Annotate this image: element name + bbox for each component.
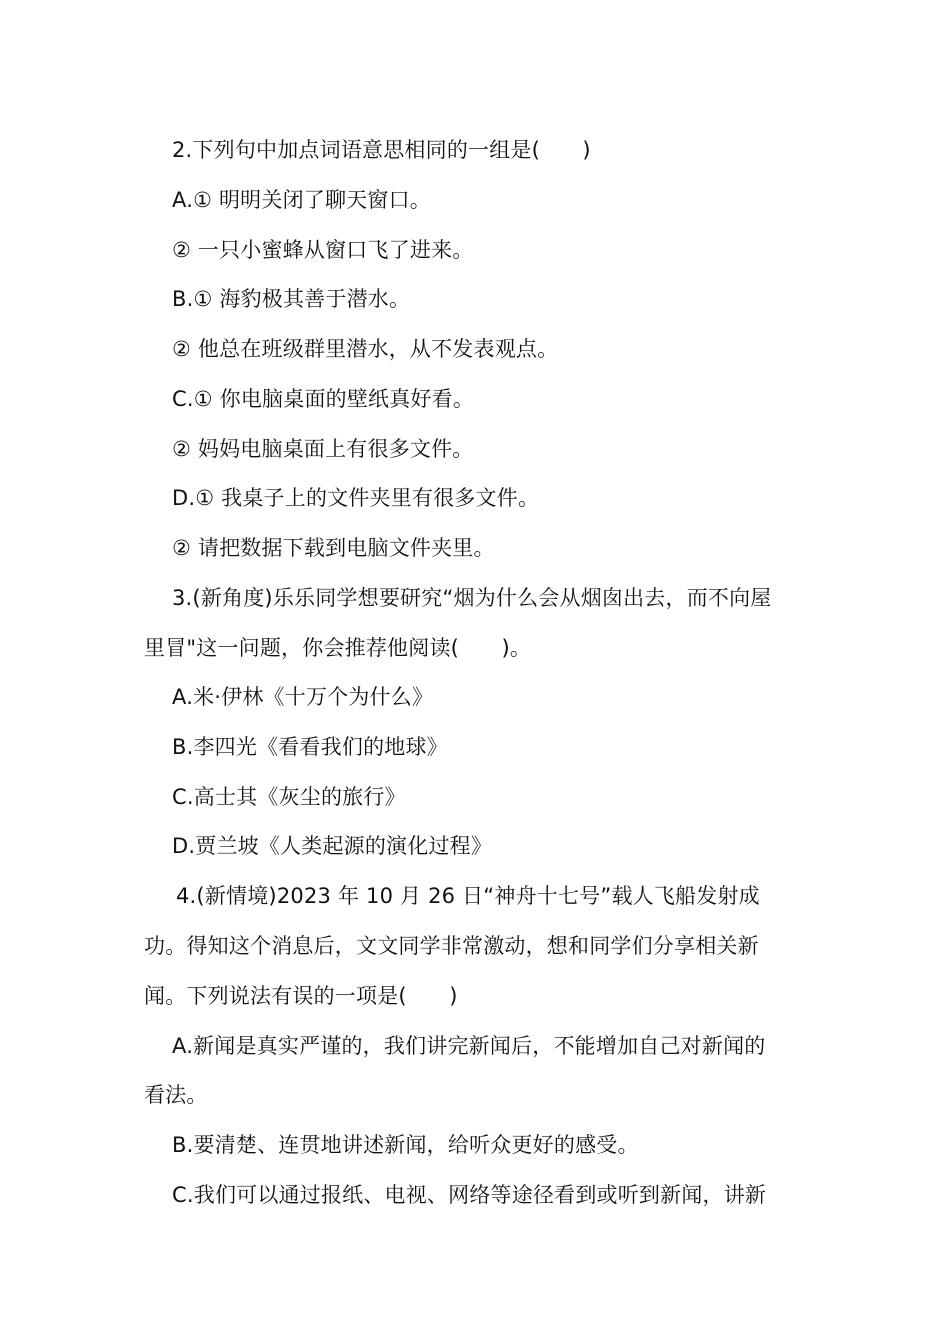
- question-3-stem-line-2: 里冒"这一问题，你会推荐他阅读( )。: [144, 636, 532, 660]
- question-4-stem-line-1: 4.(新情境)2023 年 10 月 26 日“神舟十七号”载人飞船发射成: [176, 884, 760, 908]
- option-d-sentence-2: ② 请把数据下载到电脑文件夹里。: [172, 536, 495, 560]
- question-3-stem-line-1: 3.(新角度)乐乐同学想要研究“烟为什么会从烟囱出去，而不向屋: [172, 586, 772, 610]
- question-4-stem-line-3: 闻。下列说法有误的一项是( ): [144, 984, 458, 1008]
- question-3-option-c: C.高士其《灰尘的旅行》: [172, 785, 406, 809]
- question-4-option-a-line-2: 看法。: [144, 1083, 208, 1107]
- option-c-sentence-2: ② 妈妈电脑桌面上有很多文件。: [172, 437, 474, 461]
- option-d-sentence-1: D.① 我桌子上的文件夹里有很多文件。: [172, 486, 540, 510]
- question-3-option-b: B.李四光《看看我们的地球》: [172, 735, 448, 759]
- question-2-stem: 2.下列句中加点词语意思相同的一组是( ): [172, 138, 591, 162]
- option-b-sentence-2: ② 他总在班级群里潜水，从不发表观点。: [172, 337, 559, 361]
- option-b-sentence-1: B.① 海豹极其善于潜水。: [172, 287, 411, 311]
- question-4-option-b: B.要清楚、连贯地讲述新闻，给听众更好的感受。: [172, 1133, 639, 1157]
- question-4-option-a-line-1: A.新闻是真实严谨的，我们讲完新闻后，不能增加自己对新闻的: [172, 1034, 766, 1058]
- question-3-option-d: D.贾兰坡《人类起源的演化过程》: [172, 834, 493, 858]
- question-4-stem-line-2: 功。得知这个消息后，文文同学非常激动，想和同学们分享相关新: [144, 934, 759, 958]
- option-a-sentence-1: A.① 明明关闭了聊天窗口。: [172, 188, 431, 212]
- option-a-sentence-2: ② 一只小蜜蜂从窗口飞了进来。: [172, 238, 474, 262]
- question-4-option-c-line-1: C.我们可以通过报纸、电视、网络等途径看到或听到新闻，讲新: [172, 1183, 767, 1207]
- question-3-option-a: A.米·伊林《十万个为什么》: [172, 685, 434, 709]
- option-c-sentence-1: C.① 你电脑桌面的壁纸真好看。: [172, 387, 475, 411]
